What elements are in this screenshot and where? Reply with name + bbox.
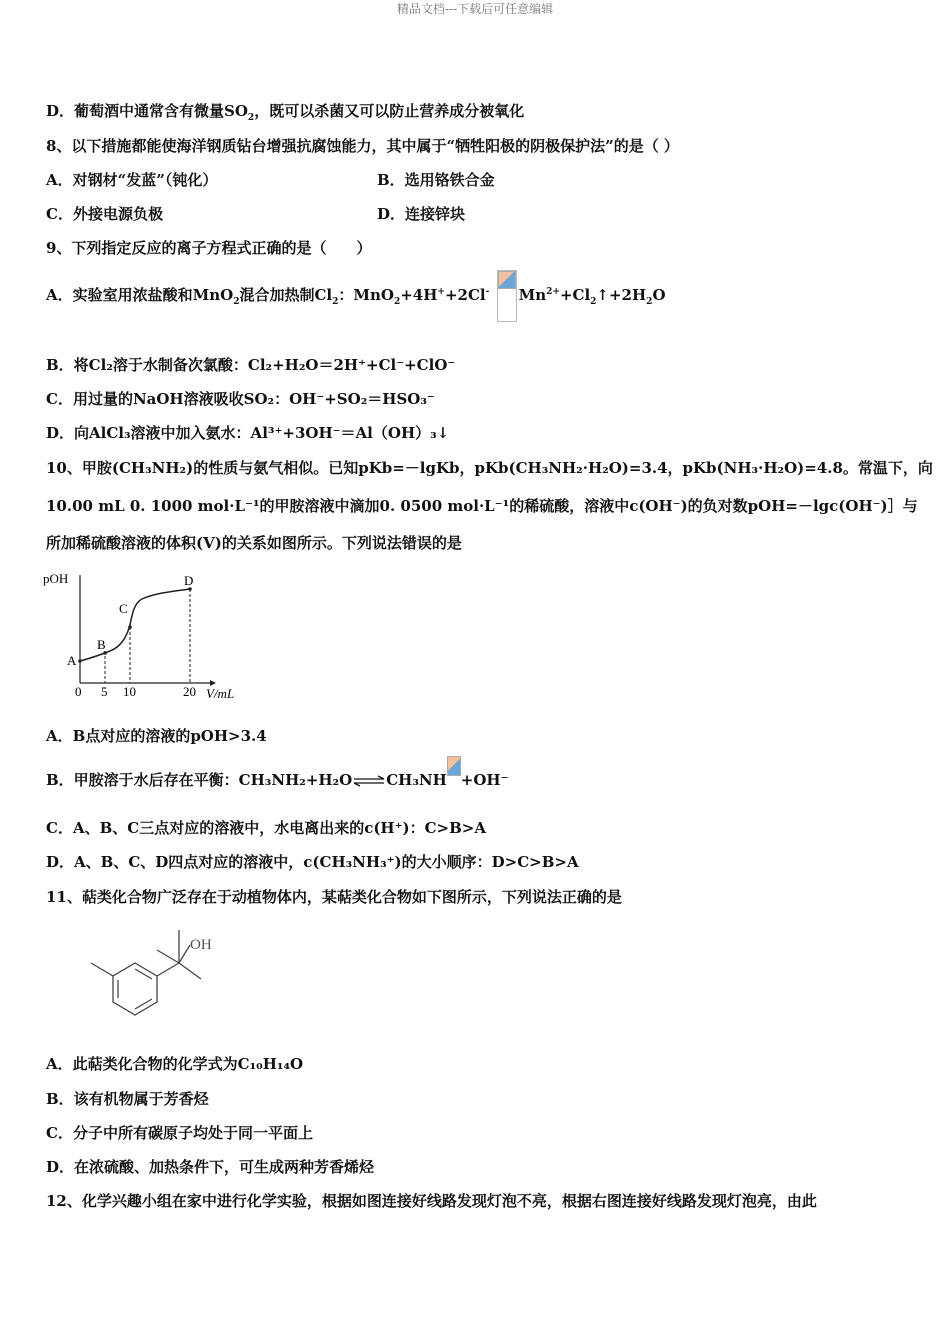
oh-label: OH (190, 937, 212, 953)
q10-option-b: B．甲胺溶于水后存在平衡：CH₃NH₂+H₂O CH₃NH +OH⁻ (46, 770, 509, 790)
x-tick-0: 0 (75, 684, 82, 699)
q11-option-c: C．分子中所有碳原子均处于同一平面上 (46, 1124, 313, 1142)
q8-option-d: D．连接锌块 (377, 205, 466, 223)
x-tick-5: 5 (101, 684, 108, 699)
poh-volume-chart (40, 565, 250, 705)
page-header: 精品文档---下载后可任意编辑 (396, 2, 554, 16)
q10-stem-line2: 10.00 mL 0. 1000 mol·L⁻¹的甲胺溶液中滴加0. 0500 mol·L⁻¹的稀硫酸，溶液中c(OH⁻)的负对数pOH=－lgc(OH⁻)］与 (46, 497, 918, 515)
q9-option-b: B．将Cl₂溶于水制备次氯酸：Cl₂+H₂O＝2H⁺+Cl⁻+ClO⁻ (46, 356, 456, 374)
q11-stem: 11、萜类化合物广泛存在于动植物体内，某萜类化合物如下图所示，下列说法正确的是 (46, 888, 622, 906)
y-axis-label: pOH (43, 571, 69, 586)
q11-option-b: B．该有机物属于芳香烃 (46, 1090, 209, 1108)
q8-option-a: A．对钢材“发蓝”（钝化） (46, 171, 218, 189)
q9-option-d: D．向AlCl₃溶液中加入氨水：Al³⁺+3OH⁻＝Al（OH）₃↓ (46, 424, 450, 442)
q10-option-c: C．A、B、C三点对应的溶液中，水电离出来的c(H⁺)：C>B>A (46, 819, 487, 837)
equilibrium-arrow-icon (352, 775, 386, 787)
q12-stem: 12、化学兴趣小组在家中进行化学实验，根据如图连接好线路发现灯泡不亮，根据右图连接好线路发现灯泡亮，由此 (46, 1192, 817, 1210)
q11-option-d: D．在浓硫酸、加热条件下，可生成两种芳香烯烃 (46, 1158, 375, 1176)
point-label-b: B (97, 637, 106, 652)
q8-option-b: B．选用铬铁合金 (377, 171, 495, 189)
x-tick-10: 10 (123, 684, 136, 699)
reaction-condition-image (497, 270, 517, 322)
point-label-a: A (67, 653, 77, 668)
q9-option-c: C．用过量的NaOH溶液吸收SO₂：OH⁻+SO₂＝HSO₃⁻ (46, 390, 435, 408)
q10-option-d: D．A、B、C、D四点对应的溶液中，c(CH₃NH₃⁺)的大小顺序：D>C>B>A (46, 853, 579, 871)
q8-stem: 8、以下措施都能使海洋钢质钻台增强抗腐蚀能力，其中属于“牺牲阳极的阴极保护法”的是（ ） (46, 137, 679, 155)
q9-option-a: A．实验室用浓盐酸和MnO$_2$混合加热制$Cl_2$：MnO$_2$+4H++2Cl- $Mn^{2+}+Cl_2↑+2H_2O$ (46, 270, 666, 322)
x-axis-label: V/mL (206, 686, 235, 701)
point-a (78, 659, 82, 663)
q11-option-a: A．此萜类化合物的化学式为C₁₀H₁₄O (46, 1055, 304, 1073)
point-label-d: D (184, 573, 194, 588)
point-label-c: C (119, 601, 128, 616)
q10-stem-line3: 所加稀硫酸溶液的体积(V)的关系如图所示。下列说法错误的是 (46, 534, 462, 552)
x-tick-20: 20 (183, 684, 196, 699)
broken-image-icon (498, 271, 516, 289)
q10-stem-line1: 10、甲胺(CH₃NH₂)的性质与氨气相似。已知pKb=－lgKb，pKb(CH₃NH₂·H₂O)=3.4，pKb(NH₃·H₂O)=4.8。常温下，向 (46, 459, 933, 477)
q8-option-c: C．外接电源负极 (46, 205, 163, 223)
q9-stem: 9、下列指定反应的离子方程式正确的是（ ） (46, 239, 372, 257)
broken-image-icon (447, 756, 461, 776)
terpene-structure-diagram (50, 925, 220, 1035)
q7-option-d: D．葡萄酒中通常含有微量$SO_2$，既可以杀菌又可以防止营养成分被氧化 (46, 102, 525, 123)
q10-option-a: A．B点对应的溶液的pOH>3.4 (46, 727, 267, 745)
point-c (128, 625, 132, 629)
